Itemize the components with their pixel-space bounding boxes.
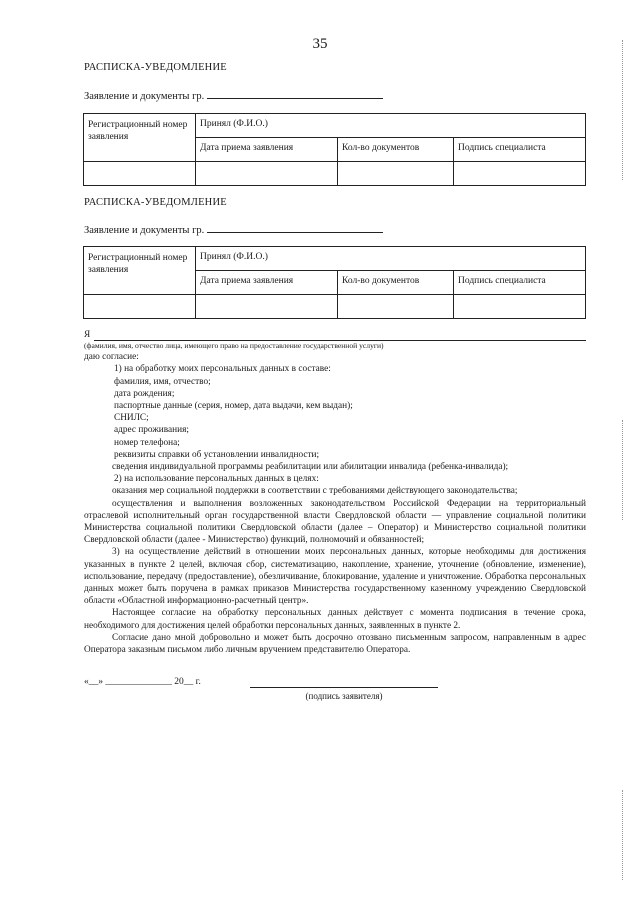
signature-cell[interactable] xyxy=(454,162,586,186)
signature-cell[interactable] xyxy=(454,295,586,319)
data-item: номер телефона; xyxy=(114,437,180,448)
count-cell[interactable] xyxy=(338,295,454,319)
date-column-header: Дата приема заявления xyxy=(196,138,338,162)
validity-paragraph: Настоящее согласие на обработку персональных данных действует с момента подписания в течение срока, необходимого для достижения целей обработки персональных данных, заявленных в пункте 2. xyxy=(84,608,586,631)
statement-label: Заявление и документы гр. xyxy=(84,91,205,102)
date-column-header: Дата приема заявления xyxy=(196,271,338,295)
data-item: фамилия, имя, отчество; xyxy=(114,376,211,387)
signature-column-header: Подпись специалиста xyxy=(454,271,586,295)
applicant-signature-field[interactable] xyxy=(250,687,438,688)
data-item: паспортные данные (серия, номер, дата выдачи, кем выдан); xyxy=(114,401,353,412)
reg-number-label: Регистрационный номер заявления xyxy=(84,114,196,162)
statement-line xyxy=(84,87,383,102)
data-item: реквизиты справки об установлении инвалидности; xyxy=(114,449,320,460)
ya-label: Я xyxy=(84,330,91,340)
citizen-name-field[interactable] xyxy=(207,87,383,99)
reg-number-cell[interactable] xyxy=(84,162,196,186)
purpose-item: осуществления и выполнения возложенных законодательством Российской Федерации на территориальный отраслевой исполнительный орган государственной власти Свердловской области — управление социальной политики Министерства социальной политики Свердловской области (далее – Оператор) и Министерство социальной политики Свердловской области (далее - Министерство) функций, полномочий и обязанностей; xyxy=(84,498,586,546)
accepted-by-label: Принял (Ф.И.О.) xyxy=(196,114,586,138)
statement-line xyxy=(84,221,383,236)
data-item: СНИЛС; xyxy=(114,413,149,424)
registration-table xyxy=(83,246,586,319)
applicant-name-caption: (фамилия, имя, отчество лица, имеющего право на предоставление государственной услуги) xyxy=(84,341,384,351)
applicant-name-line xyxy=(84,329,586,341)
count-cell[interactable] xyxy=(338,162,454,186)
consent-item-1: 1) на обработку моих персональных данных в составе: xyxy=(114,364,331,375)
revocation-paragraph: Согласие дано мной добровольно и может быть досрочно отозвано письменным запросом, направленным в адрес Оператора заказным письмом либо личным вручением представителю Оператора. xyxy=(84,632,586,656)
data-item: адрес проживания; xyxy=(114,425,189,436)
data-item-ipra: сведения индивидуальной программы реабилитации или абилитации инвалида (ребенка-инвалида); xyxy=(112,462,509,473)
scan-artifact xyxy=(622,790,625,880)
date-cell[interactable] xyxy=(196,295,338,319)
count-column-header: Кол-во документов xyxy=(338,138,454,162)
consent-item-2: 2) на использование персональных данных в целях: xyxy=(114,474,319,485)
consent-section xyxy=(84,329,586,656)
reg-number-label: Регистрационный номер заявления xyxy=(84,247,196,295)
page-number: 35 xyxy=(312,36,328,52)
accepted-by-label: Принял (Ф.И.О.) xyxy=(196,247,586,271)
receipt-title: РАСПИСКА-УВЕДОМЛЕНИЕ xyxy=(84,62,227,73)
signature-caption: (подпись заявителя) xyxy=(305,691,383,701)
applicant-name-field[interactable] xyxy=(94,330,586,341)
scan-artifact xyxy=(622,420,625,520)
date-cell[interactable] xyxy=(196,162,338,186)
scan-artifact xyxy=(622,40,625,180)
registration-table xyxy=(83,113,586,186)
gives-consent: даю согласие: xyxy=(84,352,139,363)
consent-item-3: 3) на осуществление действий в отношении моих персональных данных, которые необходимы для достижения указанных в пункте 2 целей, включая сбор, систематизацию, накопление, хранение, уточнение (обновление, изменение), использование, передачу (предоставление), обезличивание, блокирование, удаление и уничтожение. Обработка персональных данных может быть поручена в рамках приказов Министерства государственному казенному учреждению Свердловской области «Областной информационно-расчетный центр». xyxy=(84,547,586,607)
date-line[interactable]: «__» ______________ 20__ г. xyxy=(84,677,201,687)
purpose-item: оказания мер социальной поддержки в соответствии с требованиями действующего законодательства; xyxy=(112,486,518,497)
receipt-title: РАСПИСКА-УВЕДОМЛЕНИЕ xyxy=(84,197,227,208)
citizen-name-field[interactable] xyxy=(207,221,383,233)
signature-column-header: Подпись специалиста xyxy=(454,138,586,162)
statement-label: Заявление и документы гр. xyxy=(84,225,205,236)
data-item: дата рождения; xyxy=(114,388,175,399)
reg-number-cell[interactable] xyxy=(84,295,196,319)
count-column-header: Кол-во документов xyxy=(338,271,454,295)
